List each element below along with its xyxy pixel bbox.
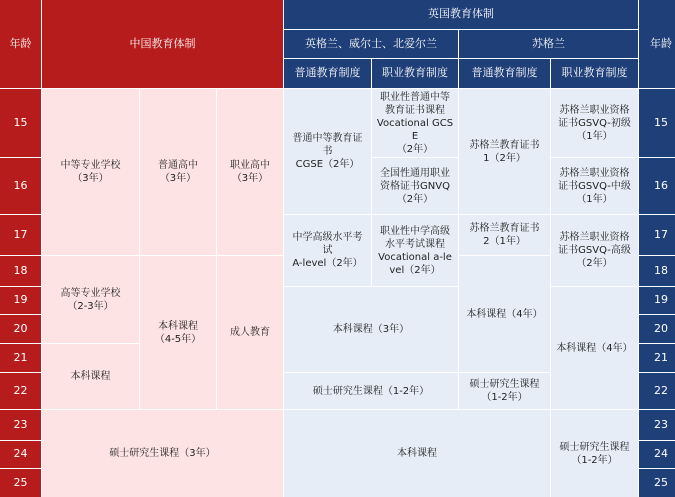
china-system-header: 中国教育体制 — [42, 0, 283, 88]
age-label-right: 24 — [639, 441, 675, 468]
ew-vocational-gcse: 职业性普通中等教育证书课程 Vocational GCSE （2年） — [372, 89, 458, 157]
age-label-right: 25 — [639, 469, 675, 497]
age-label-left: 16 — [0, 158, 41, 214]
cn-secondary-vocational: 中等专业学校 （3年） — [42, 89, 139, 255]
england-wales-ni-header: 英格兰、威尔士、北爱尔兰 — [284, 30, 458, 58]
ew-vocational-alevel: 职业性中学高级水平考试课程 Vocational a-level（2年） — [372, 215, 458, 286]
cn-general-high: 普通高中 （3年） — [140, 89, 216, 255]
age-label-left: 21 — [0, 344, 41, 372]
cn-master: 硕士研究生课程（3年） — [42, 410, 283, 497]
ew-alevel: 中学高级水平考试 A-level（2年） — [284, 215, 371, 286]
age-label-right: 18 — [639, 256, 675, 286]
cn-higher-vocational: 高等专业学校 （2-3年） — [42, 256, 139, 343]
sc-vocational-header: 职业教育制度 — [551, 59, 638, 88]
sc-general-header: 普通教育制度 — [459, 59, 550, 88]
age-label-left: 15 — [0, 89, 41, 157]
scotland-header: 苏格兰 — [459, 30, 638, 58]
cn-bachelor: 本科课程 — [42, 344, 139, 409]
ew-gcse: 普通中等教育证书 CGSE（2年） — [284, 89, 371, 214]
ew-vocational-header: 职业教育制度 — [372, 59, 458, 88]
sc-bachelor-4: 本科课程（4年） — [459, 256, 550, 372]
sc-gsvq-intermediate: 苏格兰职业资格证书GSVQ-中级（1年） — [551, 158, 638, 214]
cn-adult-education: 成人教育 — [217, 256, 283, 409]
age-label-right: 16 — [639, 158, 675, 214]
age-label-left: 23 — [0, 410, 41, 440]
sc-vocational-bachelor: 本科课程（4年） — [551, 287, 638, 409]
ew-bachelor-late: 本科课程 — [284, 410, 550, 497]
sc-cert-1: 苏格兰教育证书 1（2年） — [459, 89, 550, 214]
uk-system-header: 英国教育体制 — [284, 0, 638, 29]
age-label-left: 18 — [0, 256, 41, 286]
age-label-left: 22 — [0, 373, 41, 409]
sc-master: 硕士研究生课程 （1-2年） — [459, 373, 550, 409]
age-label-right: 23 — [639, 410, 675, 440]
age-label-right: 22 — [639, 373, 675, 409]
age-label-left: 20 — [0, 315, 41, 343]
sc-vocational-master: 硕士研究生课程 （1-2年） — [551, 410, 638, 497]
age-label-right: 21 — [639, 344, 675, 372]
age-label-left: 19 — [0, 287, 41, 314]
sc-gsvq-advanced: 苏格兰职业资格证书GSVQ-高级（2年） — [551, 215, 638, 286]
cn-bachelor-4-5: 本科课程 （4-5年） — [140, 256, 216, 409]
sc-cert-2: 苏格兰教育证书 2（1年） — [459, 215, 550, 255]
ew-general-header: 普通教育制度 — [284, 59, 371, 88]
age-header-right: 年龄 — [639, 0, 675, 88]
ew-bachelor: 本科课程（3年） — [284, 287, 458, 372]
age-label-right: 17 — [639, 215, 675, 255]
age-label-right: 15 — [639, 89, 675, 157]
ew-gnvq: 全国性通用职业资格证书GNVQ（2年） — [372, 158, 458, 214]
age-label-left: 17 — [0, 215, 41, 255]
cn-vocational-high: 职业高中 （3年） — [217, 89, 283, 255]
sc-gsvq-basic: 苏格兰职业资格证书GSVQ-初级（1年） — [551, 89, 638, 157]
age-label-right: 19 — [639, 287, 675, 314]
age-label-left: 25 — [0, 469, 41, 497]
age-label-left: 24 — [0, 441, 41, 468]
age-header-left: 年龄 — [0, 0, 41, 88]
ew-master: 硕士研究生课程（1-2年） — [284, 373, 458, 409]
age-label-right: 20 — [639, 315, 675, 343]
